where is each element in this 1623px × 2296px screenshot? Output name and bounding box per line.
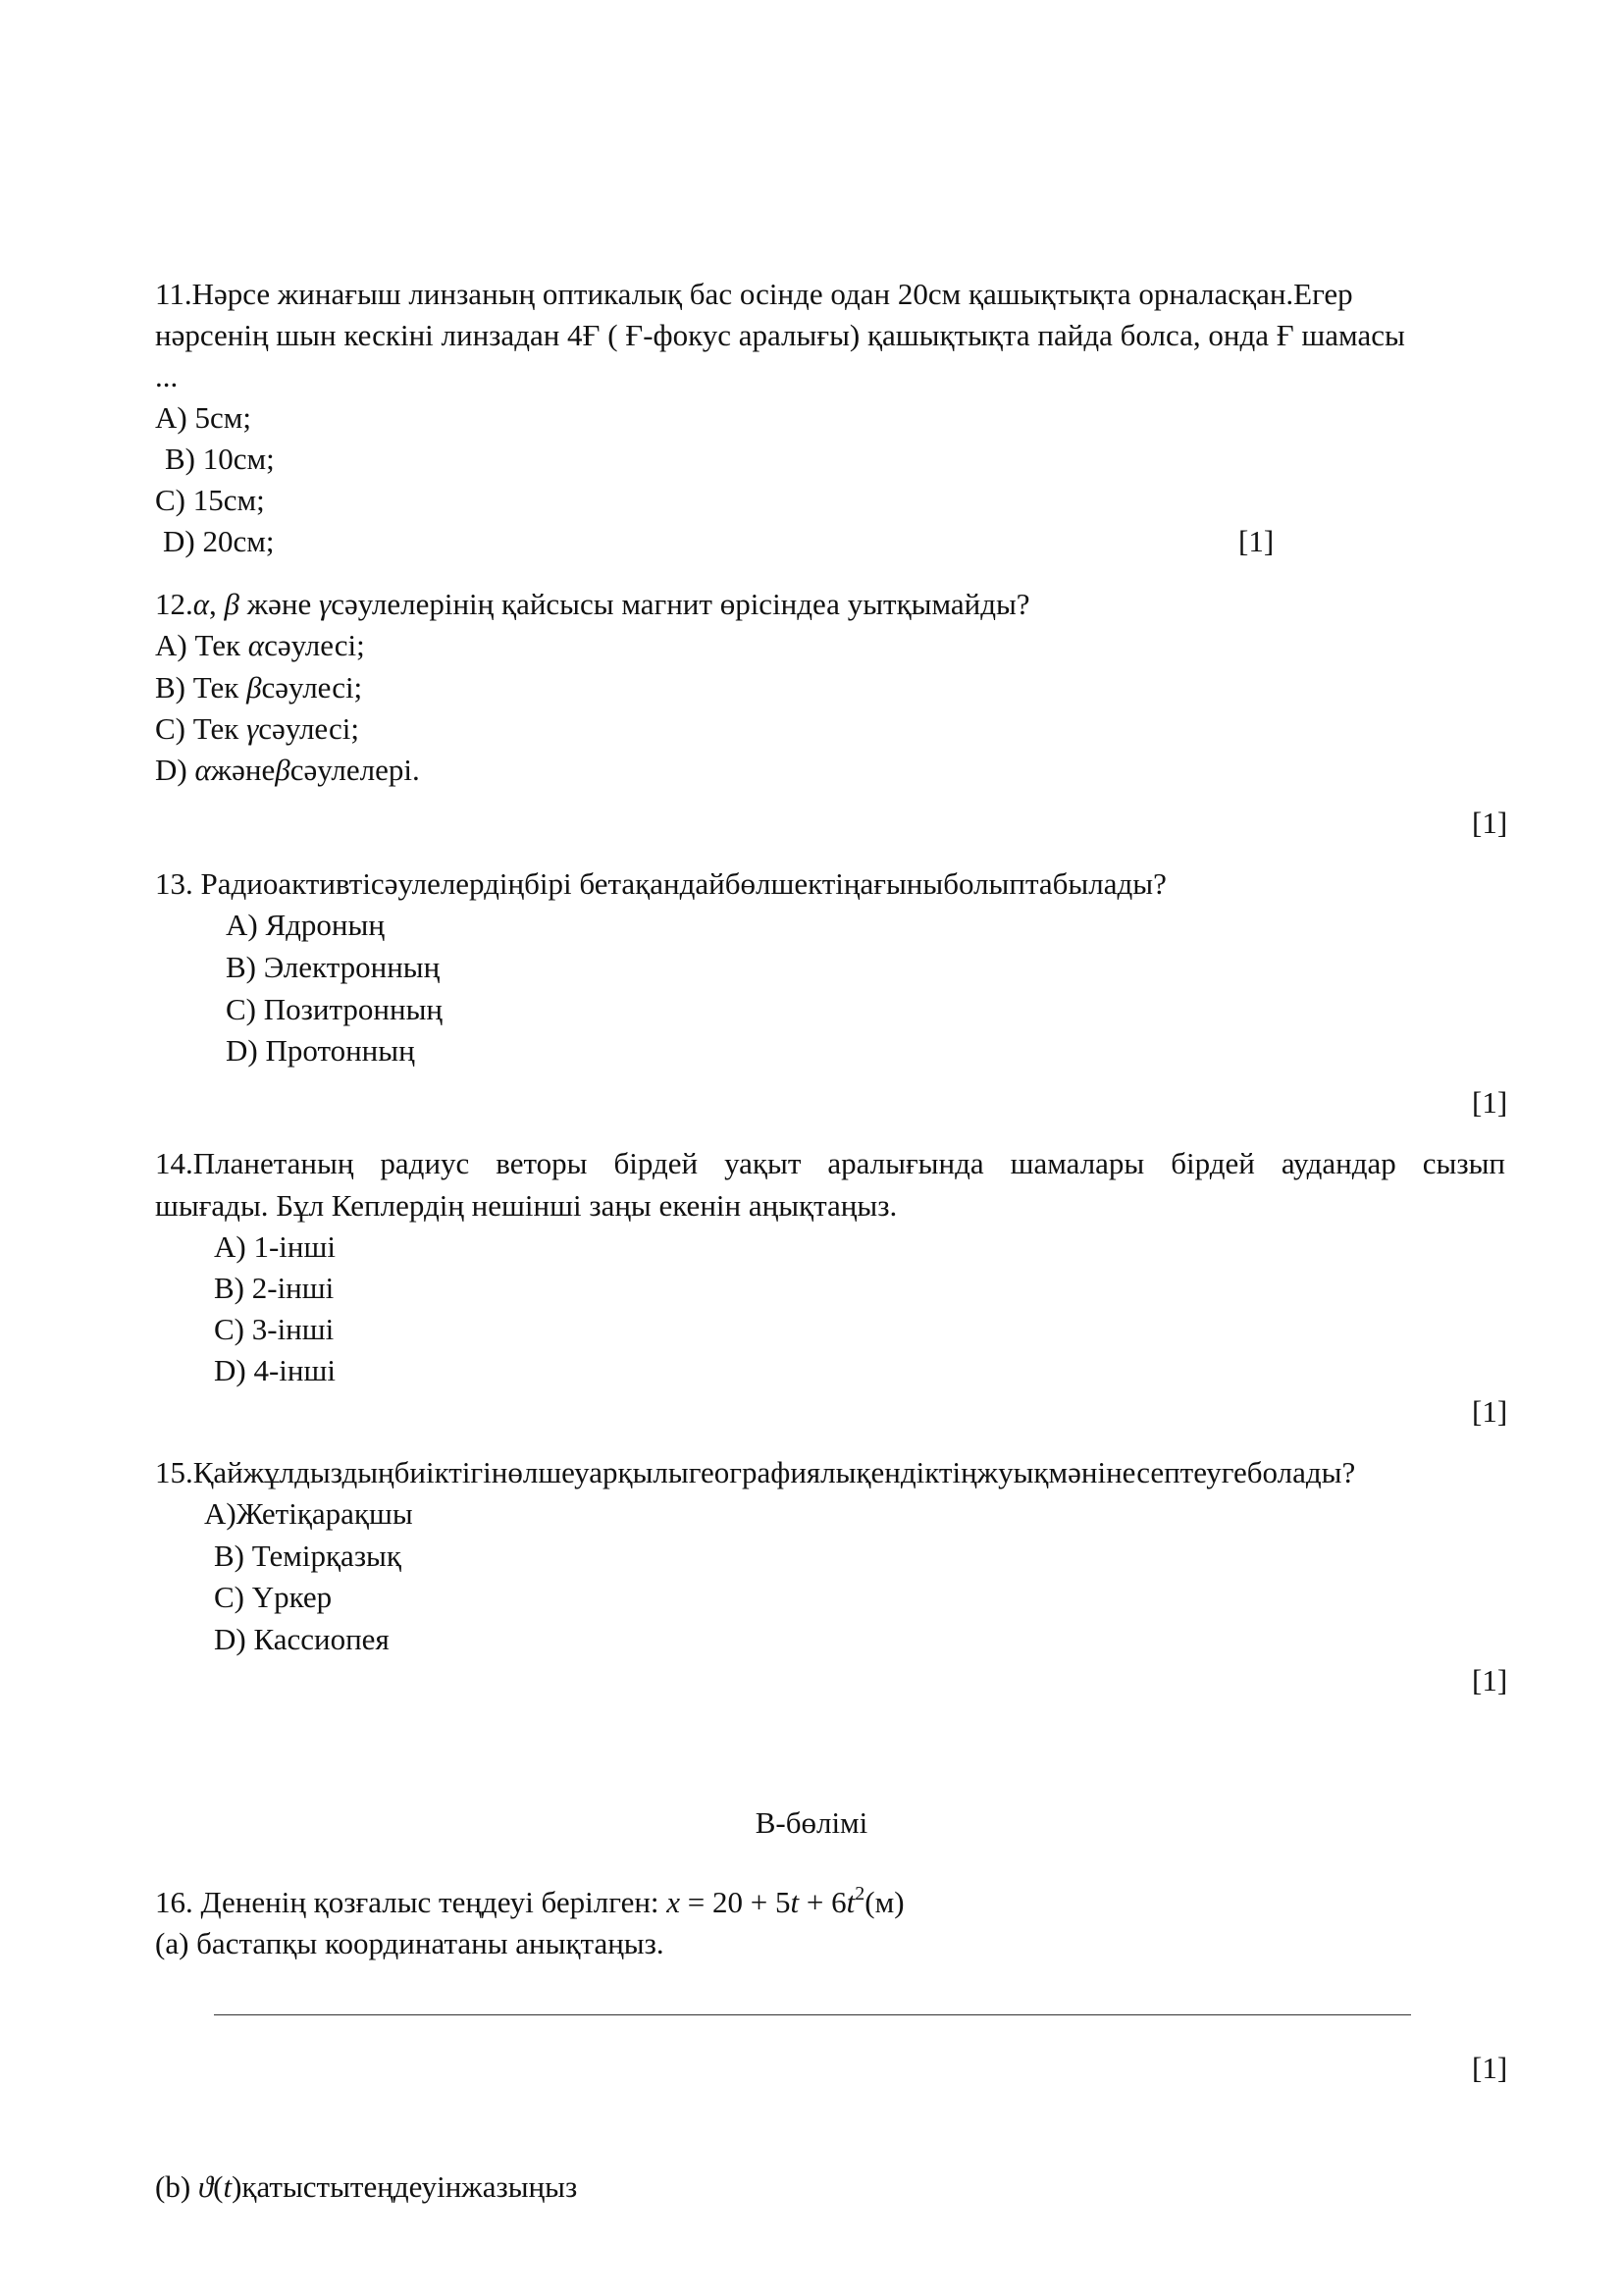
q12-b-post: сәулесі; [261,670,363,704]
alpha-symbol: α [192,587,210,621]
q12-a-pre: A) Тек [155,628,248,662]
beta-symbol: β [275,753,290,787]
section-b-heading: B-бөлімі [755,1805,868,1840]
question-11-option-a: A) 5см; [155,400,251,435]
t-symbol: t [223,2169,233,2204]
question-13-mark: [1] [1472,1085,1508,1120]
question-12-text [155,584,1030,625]
question-12-option-b [155,667,362,708]
question-14-mark: [1] [1472,1394,1508,1429]
question-14-line-2: шығады. Бұл Кеплердің нешінші заңы екенін аңықтаңыз. [155,1188,898,1223]
question-13-option-c: C) Позитронның [226,992,443,1026]
question-16-text [155,1882,905,1923]
question-12-option-c [155,708,359,750]
question-15-option-c: C) Үркер [214,1580,333,1614]
q12-prefix: 12. [155,587,193,621]
eq-t-2: t [846,1885,856,1919]
question-11-line-1: 11.Нәрсе жинағыш линзаның оптикалық бас осінде одан 20см қашықтықта орналасқан.Егер [155,277,1353,311]
question-11-line-2: нәрсенің шын кескіні линзадан 4Ғ ( Ғ-фокус аралығы) қашықтықта пайда болса, онда Ғ шамасы [155,318,1405,352]
q12-and: және [238,587,320,621]
q12-d-pre: D) [155,753,195,787]
question-13-option-d: D) Протонның [226,1033,415,1068]
question-11-option-d: D) 20см; [163,524,275,558]
alpha-symbol: α [247,628,265,662]
question-12-option-a [155,625,365,666]
q16b-suffix: қатыстытеңдеуінжазыңыз [241,2169,578,2204]
question-14-option-b: B) 2-інші [214,1271,335,1305]
question-11-line-3: ... [155,359,179,393]
question-13-option-a: A) Ядроның [226,908,385,942]
q12-a-post: сәулесі; [264,628,365,662]
question-15-option-a: A)Жетіқарақшы [204,1496,413,1531]
question-14-option-c: C) 3-інші [214,1312,335,1346]
question-15-option-b: B) Темірқазық [214,1539,401,1573]
q12-comma: , [209,587,225,621]
eq-exponent: 2 [855,1882,865,1905]
beta-symbol: β [246,670,262,704]
eq-x: x [666,1885,681,1919]
question-12-mark: [1] [1472,806,1508,840]
q12-d-post: сәулелері. [289,753,420,787]
question-11-option-b: B) 10см; [165,442,275,476]
eq-unit: (м) [864,1885,905,1919]
q12-b-pre: B) Тек [155,670,247,704]
question-15-mark: [1] [1472,1663,1508,1697]
alpha-symbol: α [194,753,211,787]
beta-symbol: β [224,587,239,621]
q16b-prefix: (b) [155,2169,198,2204]
question-14-option-d: D) 4-інші [214,1353,336,1387]
question-13-text: 13. Радиоактивтісәулелердіңбірі бетақандайбөлшектіңағыныболыптабылады? [155,866,1167,901]
q12-d-and: және [210,753,276,787]
question-15-option-d: D) Кассиопея [214,1622,390,1656]
theta-symbol: ϑ [197,2169,214,2204]
q12-suffix: сәулелерінің қайсысы магнит өрісіндеа уытқымайды? [331,587,1030,621]
question-12-option-d [155,750,420,791]
question-16-part-b [155,2166,577,2208]
question-14-line-1: 14.Планетаның радиус веторы бірдей уақыт аралығында шамалары бірдей аудандар сызып [155,1146,1505,1180]
question-14-option-a: A) 1-інші [214,1229,336,1264]
question-16-mark: [1] [1472,2051,1508,2085]
answer-line[interactable] [214,2014,1411,2015]
q12-c-post: сәулесі; [258,711,359,746]
question-11-mark: [1] [1238,524,1275,558]
gamma-symbol: γ [319,587,332,621]
paren-close: ) [232,2169,242,2204]
paren-open: ( [213,2169,224,2204]
question-13-option-b: B) Электронның [226,950,441,984]
eq-t-1: t [790,1885,800,1919]
q16-prefix: 16. Дененің қозғалыс теңдеуі берілген: [155,1885,667,1919]
eq-part-2: + 6 [799,1885,847,1919]
question-15-text: 15.Қайжұлдыздыңбиіктігінөлшеуарқылыгеографиялықендіктіңжуықмәнінесептеугеболады? [155,1455,1356,1489]
question-11-option-c: C) 15см; [155,483,265,517]
question-16-part-a: (a) бастапқы координатаны анықтаңыз. [155,1926,664,1960]
eq-part-1: = 20 + 5 [680,1885,791,1919]
q12-c-pre: C) Тек [155,711,247,746]
gamma-symbol: γ [246,711,259,746]
